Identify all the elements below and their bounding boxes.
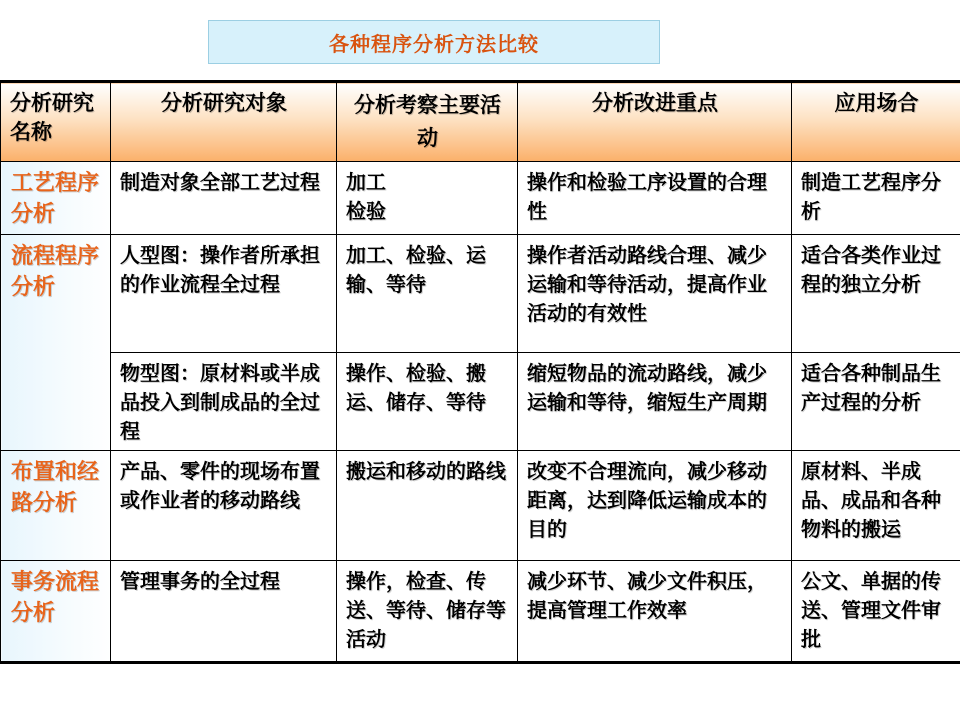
research-object: 物型图：原材料或半成品投入到制成品的全过程 [111, 353, 337, 451]
header-row [1, 82, 960, 162]
research-object: 制造对象全部工艺过程 [111, 162, 337, 235]
research-object: 人型图：操作者所承担的作业流程全过程 [111, 235, 337, 353]
main-activity: 搬运和移动的路线 [337, 451, 518, 561]
page-title: 各种程序分析方法比较 [208, 20, 660, 64]
header-usage: 应用场合 [792, 82, 960, 162]
activity-line: 加工 [346, 170, 386, 194]
header-name: 分析研究名称 [1, 82, 111, 162]
header-activity: 分析考察主要活动 [337, 82, 518, 162]
method-name: 工艺程序分析 [1, 162, 111, 235]
header-object: 分析研究对象 [111, 82, 337, 162]
method-name: 流程程序分析 [1, 235, 111, 353]
application: 公文、单据的传送、管理文件审批 [792, 561, 960, 663]
application: 制造工艺程序分析 [792, 162, 960, 235]
header-improve: 分析改进重点 [518, 82, 792, 162]
improvement-focus: 缩短物品的流动路线，减少运输和等待，缩短生产周期 [518, 353, 792, 451]
table-row [1, 353, 960, 451]
improvement-focus: 操作者活动路线合理、减少运输和等待活动，提高作业活动的有效性 [518, 235, 792, 353]
table-row [1, 561, 960, 663]
improvement-focus: 操作和检验工序设置的合理性 [518, 162, 792, 235]
research-object: 管理事务的全过程 [111, 561, 337, 663]
method-name [1, 353, 111, 451]
table-row [1, 451, 960, 561]
application: 原材料、半成品、成品和各种物料的搬运 [792, 451, 960, 561]
main-activity [337, 162, 518, 235]
application: 适合各类作业过程的独立分析 [792, 235, 960, 353]
main-activity: 操作、检验、搬运、储存、等待 [337, 353, 518, 451]
improvement-focus: 减少环节、减少文件积压，提高管理工作效率 [518, 561, 792, 663]
table-row [1, 162, 960, 235]
table-row [1, 235, 960, 353]
research-object: 产品、零件的现场布置或作业者的移动路线 [111, 451, 337, 561]
method-name: 布置和经路分析 [1, 451, 111, 561]
main-activity: 操作，检查、传送、等待、储存等活动 [337, 561, 518, 663]
improvement-focus: 改变不合理流向，减少移动距离，达到降低运输成本的目的 [518, 451, 792, 561]
method-name: 事务流程分析 [1, 561, 111, 663]
activity-line: 检验 [346, 199, 386, 223]
application: 适合各种制品生产过程的分析 [792, 353, 960, 451]
main-activity: 加工、检验、运输、等待 [337, 235, 518, 353]
comparison-table [0, 80, 960, 664]
